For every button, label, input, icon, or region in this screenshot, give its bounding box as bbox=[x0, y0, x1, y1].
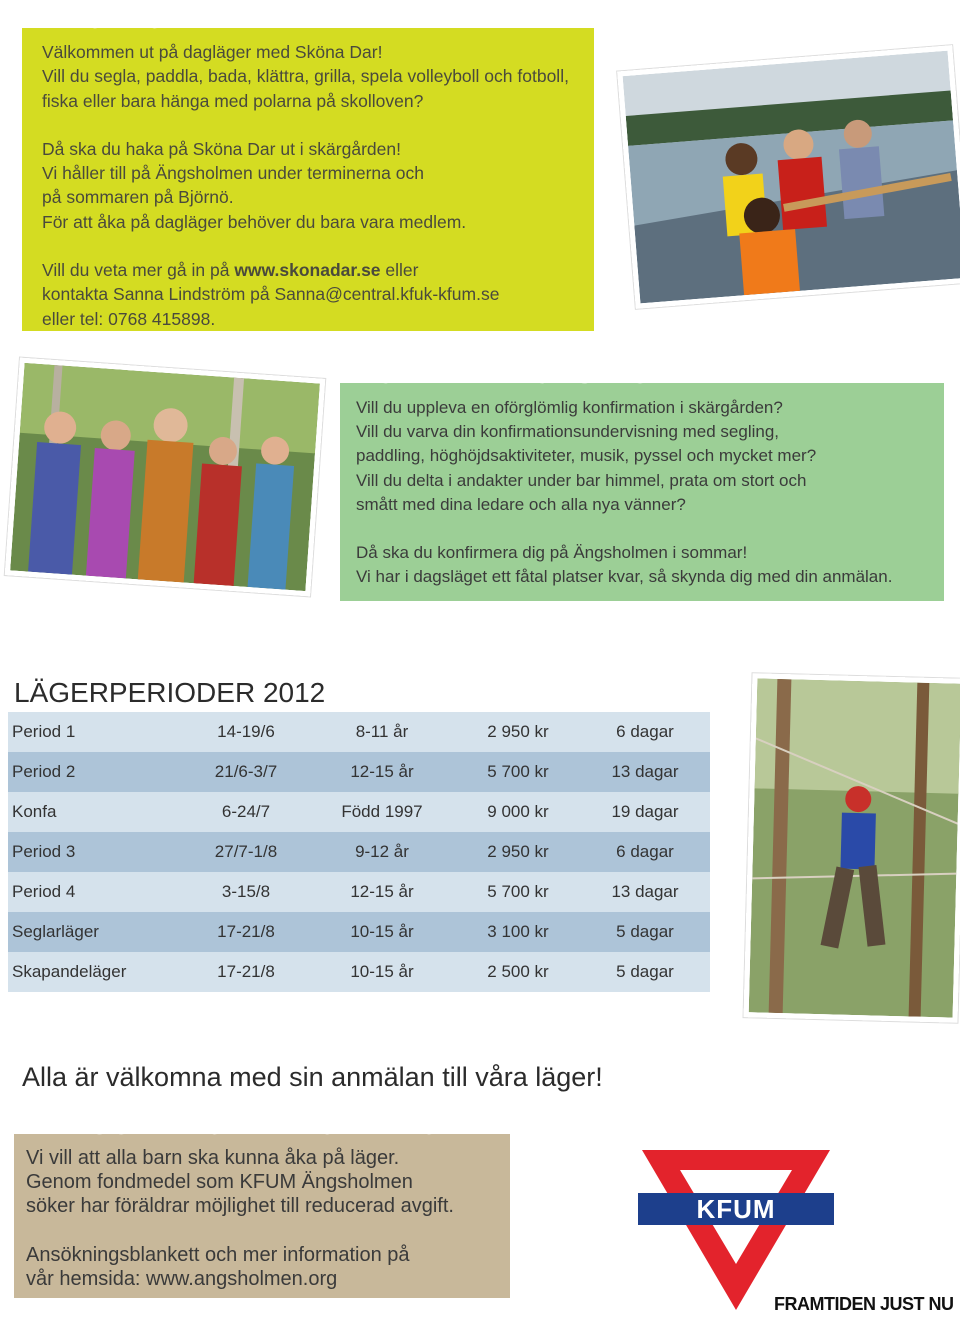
table-cell: 10-15 år bbox=[308, 912, 456, 952]
table-cell: Seglarläger bbox=[8, 912, 184, 952]
table-cell: 9-12 år bbox=[308, 832, 456, 872]
konfirmation-heading: KONFIRMATIONSLÄGER bbox=[356, 358, 692, 389]
table-cell: 21/6-3/7 bbox=[184, 752, 308, 792]
table-cell: Period 3 bbox=[8, 832, 184, 872]
daglager-text bbox=[42, 40, 582, 331]
table-cell: 5 dagar bbox=[580, 952, 710, 992]
table-cell: Konfa bbox=[8, 792, 184, 832]
table-cell: 8-11 år bbox=[308, 712, 456, 752]
table-cell: Född 1997 bbox=[308, 792, 456, 832]
table-row bbox=[8, 832, 710, 872]
periods-title: LÄGERPERIODER 2012 bbox=[14, 677, 326, 708]
periods-table bbox=[8, 712, 710, 992]
table-cell: 5 700 kr bbox=[456, 872, 580, 912]
table-cell: 13 dagar bbox=[580, 872, 710, 912]
reducering-heading: REDUCERING AV LÄGERAVGIFTEN bbox=[26, 1109, 527, 1141]
boat-photo-image bbox=[623, 51, 960, 304]
kfum-logo-icon bbox=[636, 1146, 836, 1314]
table-cell: 6 dagar bbox=[580, 712, 710, 752]
table-cell: 10-15 år bbox=[308, 952, 456, 992]
table-cell: 6-24/7 bbox=[184, 792, 308, 832]
table-cell: 19 dagar bbox=[580, 792, 710, 832]
konfirmation-line: paddling, höghöjdsaktiviteter, musik, pyssel och mycket mer? bbox=[356, 446, 817, 466]
table-cell: 9 000 kr bbox=[456, 792, 580, 832]
daglager-phone-line: eller tel: 0768 415898. bbox=[42, 308, 216, 329]
daglager-line: fiska eller bara hänga med polarna på skolloven? bbox=[42, 90, 424, 111]
welcome-text: Alla är välkomna med sin anmälan till våra läger! bbox=[22, 1062, 603, 1092]
daglager-contact-line: kontakta Sanna Lindström på Sanna@central.kfuk-kfum.se bbox=[42, 284, 500, 305]
table-cell: Period 1 bbox=[8, 712, 184, 752]
table-cell: 2 950 kr bbox=[456, 712, 580, 752]
table-row bbox=[8, 872, 710, 912]
table-row bbox=[8, 952, 710, 992]
daglager-line: För att åka på dagläger behöver du bara vara medlem. bbox=[42, 211, 467, 232]
table-cell: Period 2 bbox=[8, 752, 184, 792]
table-cell: 12-15 år bbox=[308, 872, 456, 912]
table-cell: 3-15/8 bbox=[184, 872, 308, 912]
table-cell: 5 700 kr bbox=[456, 752, 580, 792]
climbing-photo-image bbox=[749, 678, 960, 1017]
konfirmation-line: Då ska du konfirmera dig på Ängsholmen i sommar! bbox=[356, 543, 748, 563]
table-cell: 2 950 kr bbox=[456, 832, 580, 872]
table-cell: 27/7-1/8 bbox=[184, 832, 308, 872]
konfirmation-line: Vill du varva din konfirmationsundervisning med segling, bbox=[356, 422, 780, 442]
table-cell: 17-21/8 bbox=[184, 912, 308, 952]
konfirmation-line: Vi har i dagsläget ett fåtal platser kvar, så skynda dig med din anmälan. bbox=[356, 567, 893, 587]
daglager-line: Vi håller till på Ängsholmen under terminerna och bbox=[42, 163, 424, 184]
daglager-line: Då ska du haka på Sköna Dar ut i skärgården! bbox=[42, 138, 401, 159]
reducering-line: Genom fondmedel som KFUM Ängsholmen bbox=[26, 1171, 413, 1194]
table-cell: Skapandeläger bbox=[8, 952, 184, 992]
table-row bbox=[8, 912, 710, 952]
boat-photo bbox=[617, 45, 960, 309]
reducering-text bbox=[26, 1146, 506, 1291]
table-cell: Period 4 bbox=[8, 872, 184, 912]
daglager-line: Vill du segla, paddla, bada, klättra, grilla, spela volleyboll och fotboll, bbox=[42, 66, 569, 87]
daglager-line: Välkommen ut på dagläger med Sköna Dar! bbox=[42, 42, 383, 62]
group-photo bbox=[5, 358, 325, 597]
daglager-info-line: Vill du veta mer gå in på www.skonadar.se eller bbox=[42, 260, 419, 281]
reducering-line: söker har föräldrar möjlighet till reducerad avgift. bbox=[26, 1195, 454, 1218]
kfum-logo-text: KFUM bbox=[696, 1194, 776, 1224]
table-row bbox=[8, 712, 710, 752]
daglager-line: på sommaren på Björnö. bbox=[42, 187, 234, 208]
tagline: FRAMTIDEN JUST NU bbox=[774, 1294, 954, 1314]
table-cell: 12-15 år bbox=[308, 752, 456, 792]
skonadar-link[interactable]: www.skonadar.se bbox=[234, 260, 381, 281]
konfirmation-text bbox=[356, 396, 938, 589]
table-cell: 2 500 kr bbox=[456, 952, 580, 992]
konfirmation-line: smått med dina ledare och alla nya vänner? bbox=[356, 494, 686, 514]
konfirmation-line: Vill du delta i andakter under bar himmel, prata om stort och bbox=[356, 470, 807, 490]
table-cell: 14-19/6 bbox=[184, 712, 308, 752]
climbing-photo bbox=[744, 673, 960, 1022]
reducering-line: Vi vill att alla barn ska kunna åka på läger. bbox=[26, 1147, 400, 1169]
table-row bbox=[8, 792, 710, 832]
table-cell: 17-21/8 bbox=[184, 952, 308, 992]
table-cell: 6 dagar bbox=[580, 832, 710, 872]
konfirmation-line: Vill du uppleva en oförglömlig konfirmation i skärgården? bbox=[356, 398, 783, 417]
group-photo-image bbox=[10, 363, 320, 591]
table-cell: 3 100 kr bbox=[456, 912, 580, 952]
reducering-line: Ansökningsblankett och mer information på bbox=[26, 1243, 410, 1266]
table-cell: 13 dagar bbox=[580, 752, 710, 792]
table-row bbox=[8, 752, 710, 792]
table-cell: 5 dagar bbox=[580, 912, 710, 952]
daglager-heading: DAGLÄGER bbox=[42, 3, 208, 35]
reducering-website-line[interactable]: vår hemsida: www.angsholmen.org bbox=[26, 1267, 338, 1290]
